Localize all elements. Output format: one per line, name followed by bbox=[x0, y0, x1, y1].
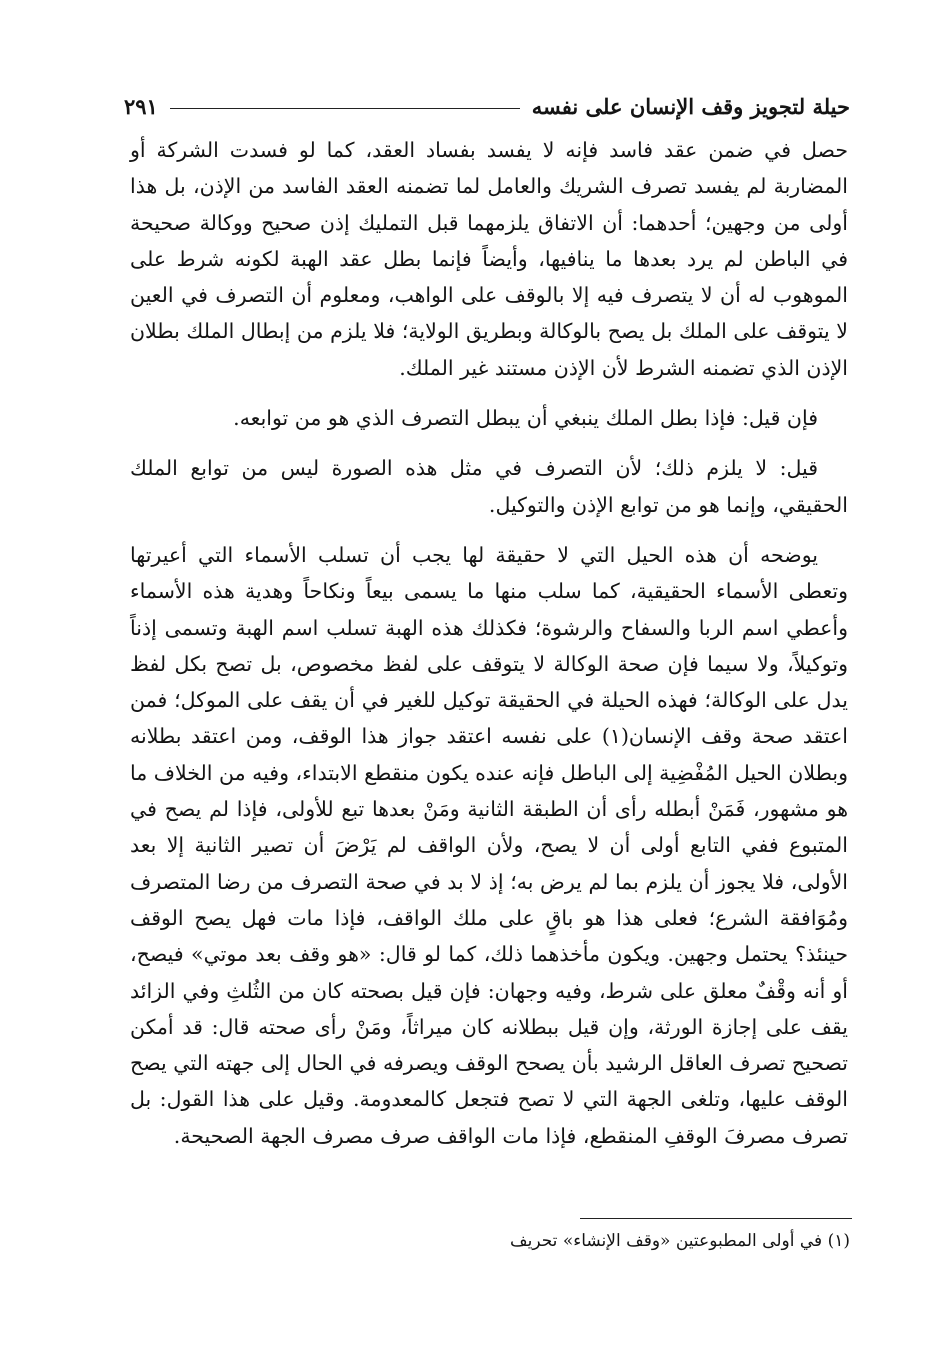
footnote: (١) في أولى المطبوعتين «وقف الإنشاء» تحريف bbox=[510, 1231, 850, 1251]
paragraph: يوضحه أن هذه الحيل التي لا حقيقة لها يجب أن تسلب الأسماء التي أعيرتها وتعطى الأسماء الحقيقية، كما سلب منها ما يسمى بيعاً ونكاحاً وهدية هذه الأسماء وأعطي اسم الربا والسفاح والرشوة؛ فكذلك هذه الهبة تسلب اسم الهبة وتسمى إذناً وتوكيلاً، ولا سيما فإن صحة الوكالة لا يتوقف على لفظ مخصوص، بل تصح بكل لفظ يدل على الوكالة؛ فهذه الحيلة في الحقيقة توكيل للغير في أن يقف على الموكل؛ فمن اعتقد صحة وقف الإنسان(١) على نفسه اعتقد جواز هذا الوقف، ومن اعتقد بطلانه وبطلان الحيل المُفْضِية إلى الباطل فإنه عنده يكون منقطع الابتداء، وفيه من الخلاف ما هو مشهور، فَمَنْ أبطله رأى أن الطبقة الثانية ومَنْ بعدها تبع للأولى، فإذا لم يصح في المتبوع ففي التابع أولى أن لا يصح، ولأن الواقف لم يَرْضَ أن تصير الثانية إلا بعد الأولى، فلا يجوز أن يلزم بما لم يرض به؛ إذ لا بد في صحة التصرف من رضا المتصرف ومُوَافقة الشرع؛ فعلى هذا هو باقٍ على ملك الواقف، فإذا مات فهل يصح الوقف حينئذ؟ يحتمل وجهين. ويكون مأخذهما ذلك، كما لو قال: «هو وقف بعد موتي» فيصح، أو أنه وقْفٌ معلق على شرط، وفيه وجهان: فإن قيل بصحته كان من الثُلثِ وفي الزائد يقف على إجازة الورثة، وإن قيل ببطلانه كان ميراثاً، ومَنْ رأى صحته قال: قد أمكن تصحيح تصرف العاقل الرشيد بأن يصحح الوقف ويصرفه في الحال إلى جهته التي يصح الوقف عليها، وتلغى الجهة التي لا تصح فتجعل كالمعدومة. وقيل على هذا القول: بل تصرف مصرفَ الوقفِ المنقطع، فإذا مات الواقف صرف مصرف الجهة الصحيحة. bbox=[130, 542, 848, 1148]
running-title: حيلة لتجويز وقف الإنسان على نفسه bbox=[531, 93, 850, 119]
running-header bbox=[124, 86, 850, 126]
main-text bbox=[130, 132, 848, 1154]
footnote-separator bbox=[580, 1218, 852, 1219]
paragraph: فإن قيل: فإذا بطل الملك ينبغي أن يبطل التصرف الذي هو من توابعه. bbox=[233, 406, 818, 431]
page-number: ٢٩١ bbox=[124, 93, 158, 119]
paragraph: قيل: لا يلزم ذلك؛ لأن التصرف في مثل هذه الصورة ليس من توابع الملك الحقيقي، وإنما هو من توابع الإذن والتوكيل. bbox=[130, 456, 848, 517]
paragraph: حصل في ضمن عقد فاسد فإنه لا يفسد بفساد العقد، كما لو فسدت الشركة أو المضاربة لم يفسد تصرف الشريك والعامل لما تضمنه العقد الفاسد من الإذن، بل هذا أولى من وجهين؛ أحدهما: أن الاتفاق يلزمهما قبل التمليك إذن صحيح ووكالة صحيحة في الباطن لم يرد بعدها ما ينافيها، وأيضاً فإنما بطل عقد الهبة لكونه شرط على الموهوب له أن لا يتصرف فيه إلا بالوقف على الواهب، ومعلوم أن التصرف في العين لا يتوقف على الملك بل يصح بالوكالة وبطريق الولاية؛ فلا يلزم من إبطال الملك بطلان الإذن الذي تضمنه الشرط لأن الإذن مستند غير الملك. bbox=[130, 138, 848, 380]
header-rule bbox=[170, 108, 520, 109]
